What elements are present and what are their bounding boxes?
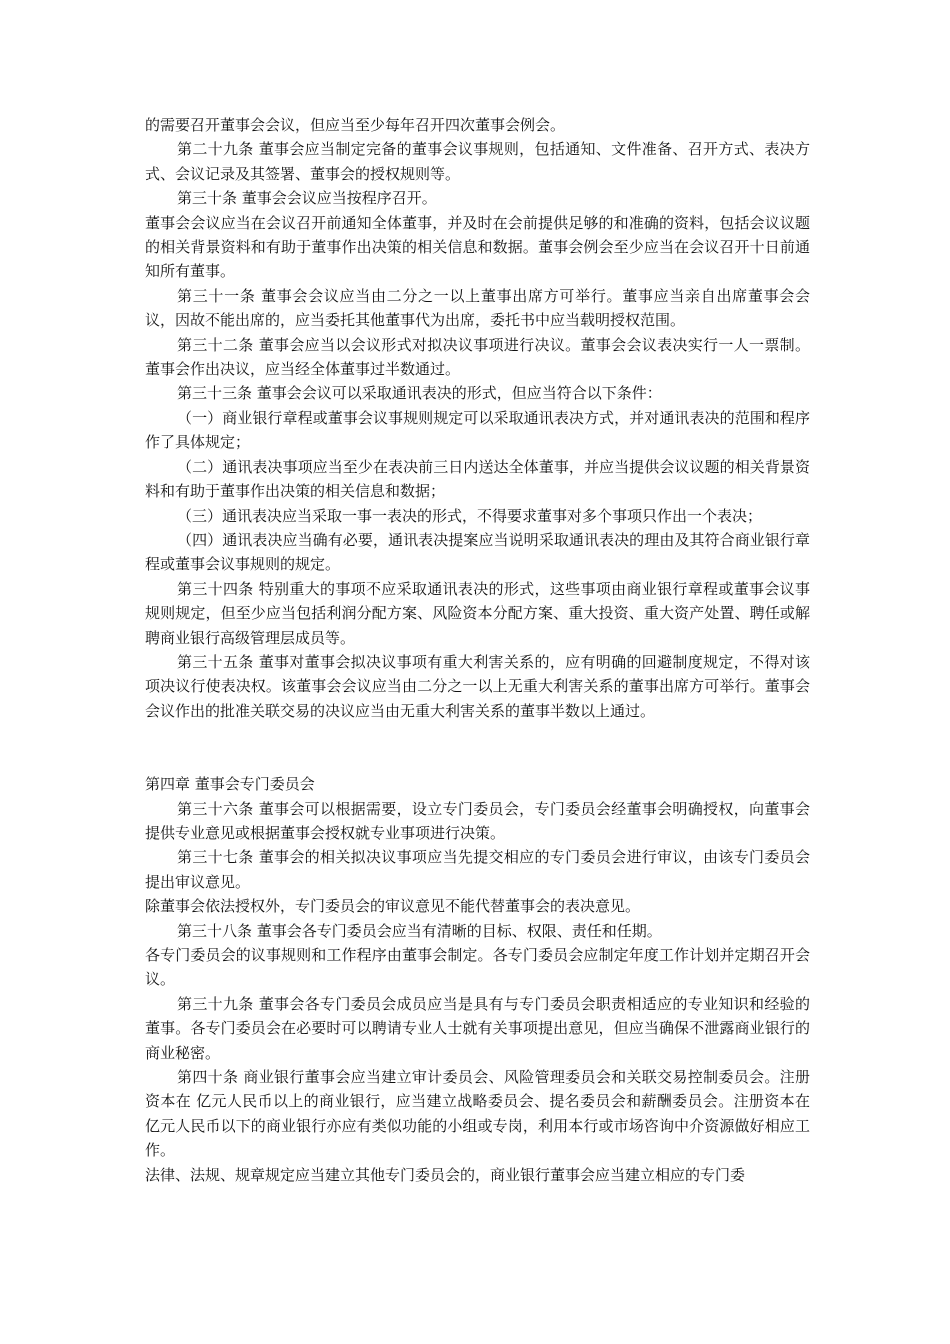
paragraph: 第三十条 董事会会议应当按程序召开。 — [177, 189, 437, 208]
paragraph-gap — [145, 723, 810, 772]
chapter-heading: 第四章 董事会专门委员会 — [145, 775, 315, 794]
paragraph: 第三十二条 董事会应当以会议形式对拟决议事项进行决议。董事会会议表决实行一人一票制。董事会作出决议，应当经全体董事过半数通过。 — [145, 335, 810, 379]
paragraph: 第三十四条 特别重大的事项不应采取通讯表决的形式，这些事项由商业银行章程或董事会议事规则规定，但至少应当包括利润分配方案、风险资本分配方案、重大投资、重大资产处置、聘任或解聘商业银行高级管理层成员等。 — [145, 579, 810, 647]
paragraph: （四）通讯表决应当确有必要，通讯表决提案应当说明采取通讯表决的理由及其符合商业银行章程或董事会议事规则的规定。 — [145, 530, 810, 574]
paragraph: （二）通讯表决事项应当至少在表决前三日内送达全体董事，并应当提供会议议题的相关背景资料和有助于董事作出决策的相关信息和数据； — [145, 457, 810, 501]
paragraph: 第三十七条 董事会的相关拟决议事项应当先提交相应的专门委员会进行审议，由该专门委员会提出审议意见。 — [145, 848, 810, 891]
paragraph: 法律、法规、规章规定应当建立其他专门委员会的，商业银行董事会应当建立相应的专门委 — [145, 1165, 746, 1184]
paragraph: 第二十九条 董事会应当制定完备的董事会议事规则，包括通知、文件准备、召开方式、表决方式、会议记录及其签署、董事会的授权规则等。 — [145, 140, 810, 183]
paragraph: 第三十五条 董事对董事会拟决议事项有重大利害关系的，应有明确的回避制度规定，不得对该项决议行使表决权。该董事会会议应当由二分之一以上无重大利害关系的董事出席方可举行。董事会会议作出的批准关联交易的决议应当由无重大利害关系的董事半数以上通过。 — [145, 652, 810, 720]
document-body — [145, 113, 810, 1187]
paragraph: 除董事会依法授权外，专门委员会的审议意见不能代替董事会的表决意见。 — [145, 897, 641, 916]
paragraph: 各专门委员会的议事规则和工作程序由董事会制定。各专门委员会应制定年度工作计划并定期召开会议。 — [145, 946, 810, 989]
paragraph: 的需要召开董事会会议，但应当至少每年召开四次董事会例会。 — [145, 116, 566, 134]
paragraph: （三）通讯表决应当采取一事一表决的形式，不得要求董事对多个事项只作出一个表决； — [177, 506, 763, 525]
paragraph: 第三十九条 董事会各专门委员会成员应当是具有与专门委员会职责相适应的专业知识和经验的董事。各专门委员会在必要时可以聘请专业人士就有关事项提出意见，但应当确保不泄露商业银行的商业秘密。 — [145, 994, 810, 1062]
paragraph: 第三十六条 董事会可以根据需要，设立专门委员会，专门委员会经董事会明确授权，向董事会提供专业意见或根据董事会授权就专业事项进行决策。 — [145, 799, 810, 842]
paragraph: 第四十条 商业银行董事会应当建立审计委员会、风险管理委员会和关联交易控制委员会。注册资本在 亿元人民币以上的商业银行，应当建立战略委员会、提名委员会和薪酬委员会。注册资本在 亿元人民币以下的商业银行亦应有类似功能的小组或专岗，利用本行或市场咨询中介资源做好相应工作。 — [145, 1068, 810, 1160]
paragraph: 第三十八条 董事会各专门委员会应当有清晰的目标、权限、责任和任期。 — [177, 921, 662, 940]
paragraph: 第三十一条 董事会会议应当由二分之一以上董事出席方可举行。董事应当亲自出席董事会会议，因故不能出席的，应当委托其他董事代为出席，委托书中应当载明授权范围。 — [145, 286, 810, 330]
paragraph: 第三十三条 董事会会议可以采取通讯表决的形式，但应当符合以下条件： — [177, 384, 662, 403]
paragraph: （一）商业银行章程或董事会议事规则规定可以采取通讯表决方式，并对通讯表决的范围和程序作了具体规定； — [145, 408, 810, 452]
paragraph: 董事会会议应当在会议召开前通知全体董事，并及时在会前提供足够的和准确的资料，包括会议议题的相关背景资料和有助于董事作出决策的相关信息和数据。董事会例会至少应当在会议召开十日前通知所有董事。 — [145, 213, 810, 281]
